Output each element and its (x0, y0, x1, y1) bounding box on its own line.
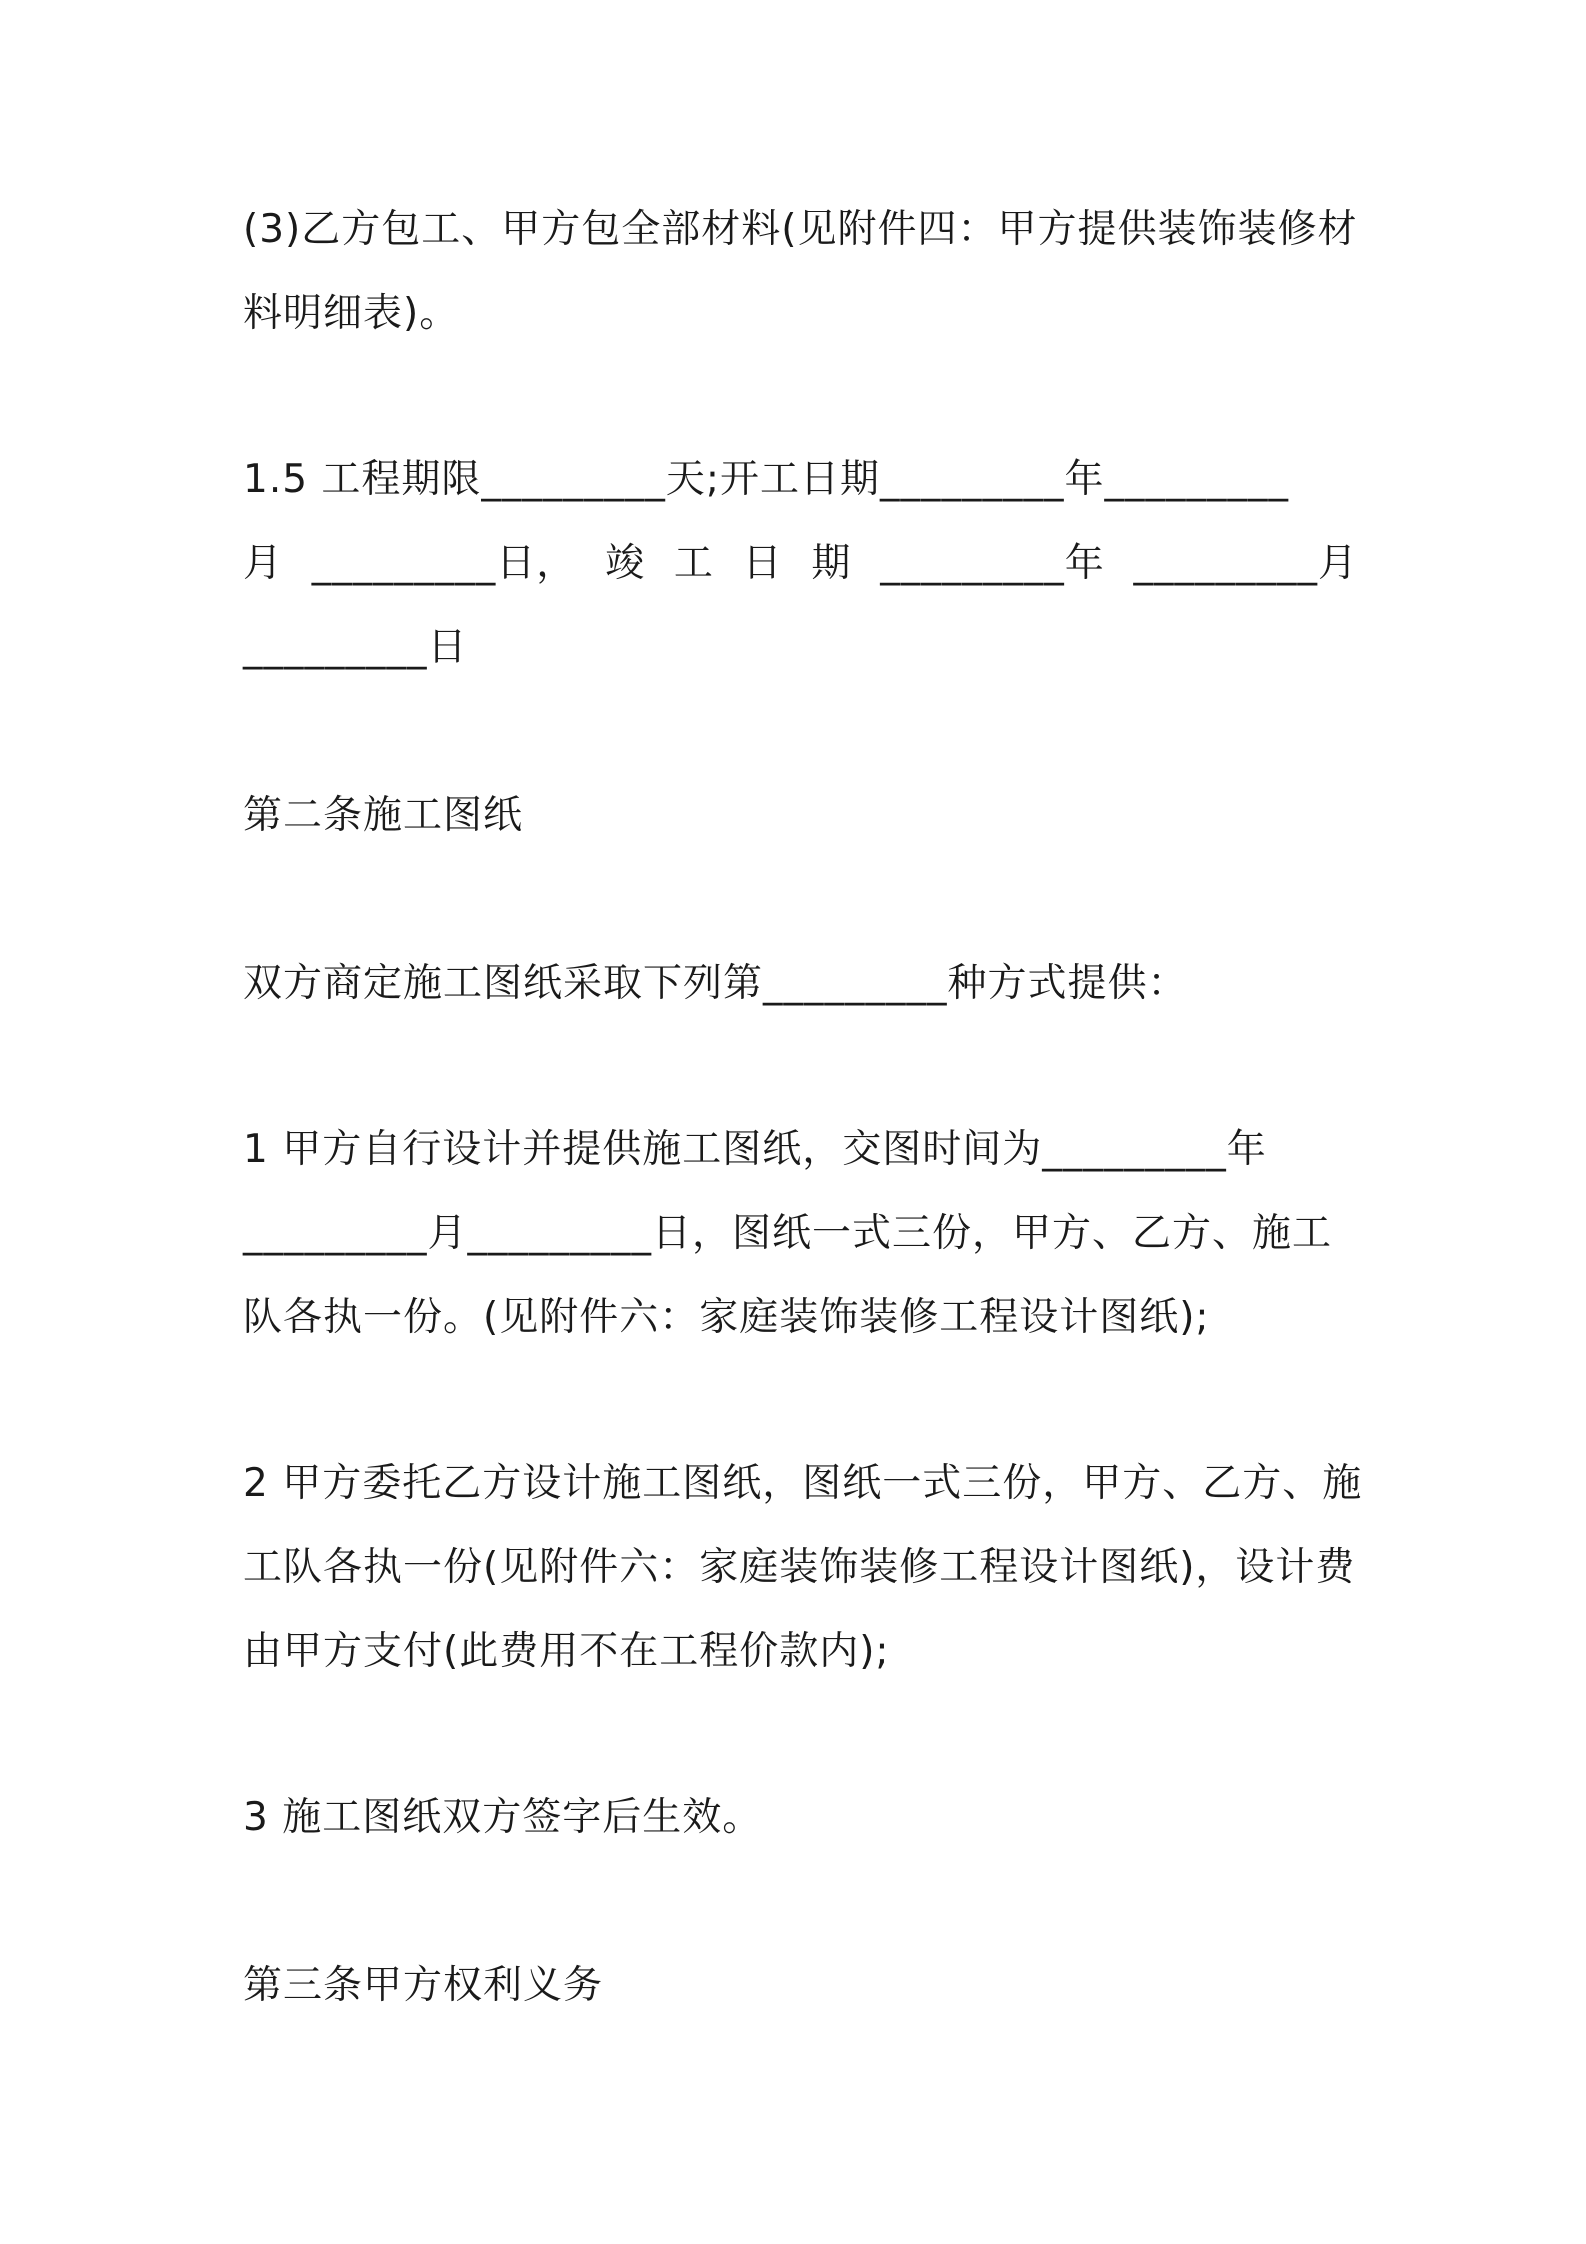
text-line: 工队各执一份(见附件六：家庭装饰装修工程设计图纸)，设计费 (243, 1545, 1356, 1590)
text-line-justified (243, 522, 1358, 606)
text-line: 队各执一份。(见附件六：家庭装饰装修工程设计图纸); (243, 1295, 1210, 1340)
text-fragment: 工 (673, 541, 714, 586)
heading-text: 第三条甲方权利义务 (243, 1963, 604, 2008)
paragraph-drawing-method (243, 942, 1358, 1026)
text-fragment: 竣 (605, 541, 646, 586)
section-heading-party-a-rights (243, 1944, 1358, 2028)
heading-text: 第二条施工图纸 (243, 793, 524, 838)
paragraph-contract-labor-materials (243, 188, 1358, 356)
text-line: _________月_________日，图纸一式三份，甲方、乙方、施工 (243, 1211, 1333, 1256)
paragraph-option-3 (243, 1776, 1358, 1860)
paragraph-project-schedule (243, 438, 1358, 690)
text-line: 2 甲方委托乙方设计施工图纸，图纸一式三份，甲方、乙方、施 (243, 1461, 1363, 1506)
text-fragment: _________日， (311, 541, 577, 586)
text-line: 由甲方支付(此费用不在工程价款内); (243, 1629, 890, 1674)
text-fragment: _________月 (1133, 541, 1358, 586)
text-line: (3)乙方包工、甲方包全部材料(见附件四：甲方提供装饰装修材 (243, 207, 1358, 252)
text-line: _________日 (243, 625, 468, 670)
text-fragment: 日 (742, 541, 783, 586)
text-line: 3 施工图纸双方签字后生效。 (243, 1795, 763, 1840)
paragraph-option-1 (243, 1108, 1358, 1360)
text-line: 1.5 工程期限_________天;开工日期_________年_________ (243, 457, 1290, 502)
text-fragment: 期 (811, 541, 852, 586)
text-line: 双方商定施工图纸采取下列第_________种方式提供： (243, 961, 1188, 1006)
text-line: 料明细表)。 (243, 291, 460, 336)
text-fragment: 月 (243, 541, 284, 586)
text-fragment: _________年 (880, 541, 1105, 586)
section-heading-drawings (243, 774, 1358, 858)
paragraph-option-2 (243, 1442, 1363, 1694)
text-line: 1 甲方自行设计并提供施工图纸，交图时间为_________年 (243, 1127, 1267, 1172)
